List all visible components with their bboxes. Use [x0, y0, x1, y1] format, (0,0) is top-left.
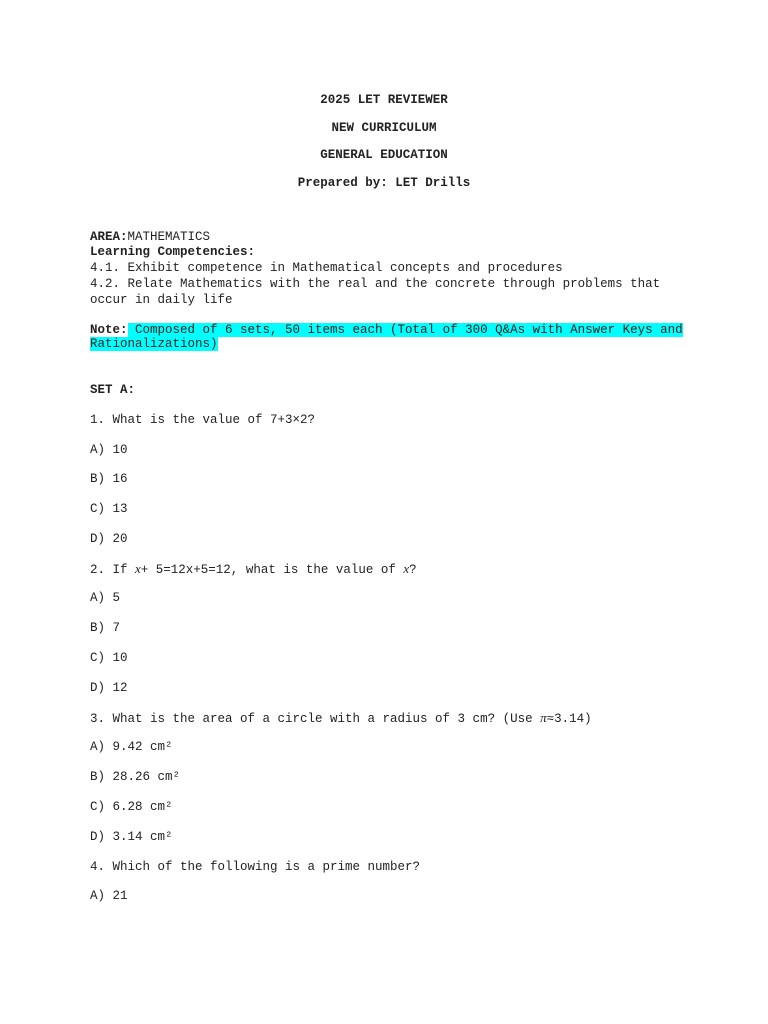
variable-x: x — [403, 561, 410, 576]
question-choice: C) 6.28 cm² — [90, 800, 173, 814]
question-prompt: 4. Which of the following is a prime number? — [90, 860, 421, 874]
prepared-by: Prepared by: LET Drills — [297, 176, 471, 190]
note-line-2 — [90, 337, 690, 351]
area-line — [90, 229, 690, 245]
competency-item: 4.1. Exhibit competence in Mathematical concepts and procedures — [90, 261, 563, 275]
document-subtitle: NEW CURRICULUM — [331, 121, 437, 135]
document-title: 2025 LET REVIEWER — [320, 93, 448, 107]
question-prompt: 3. What is the area of a circle with a radius of 3 cm? (Use π≈3.14) — [90, 710, 592, 726]
question-choice: A) 21 — [90, 889, 128, 903]
question-choice: A) 10 — [90, 443, 128, 457]
question-choice: B) 16 — [90, 472, 128, 486]
question-choice: B) 7 — [90, 621, 121, 635]
competency-item: occur in daily life — [90, 293, 233, 307]
area-label: AREA: — [90, 230, 128, 244]
question-choice: C) 13 — [90, 502, 128, 516]
question-choice: C) 10 — [90, 651, 128, 665]
question-choice: D) 12 — [90, 681, 128, 695]
question-choice: D) 3.14 cm² — [90, 830, 173, 844]
question-choice: A) 5 — [90, 591, 121, 605]
competencies-heading: Learning Competencies: — [90, 245, 256, 259]
area-value: MATHEMATICS — [127, 230, 211, 244]
document-section: GENERAL EDUCATION — [320, 148, 448, 162]
question-choice: B) 28.26 cm² — [90, 770, 181, 784]
competency-item: 4.2. Relate Mathematics with the real and the concrete through problems that — [90, 277, 661, 291]
note-label: Note: — [90, 323, 128, 337]
question-choice: D) 20 — [90, 532, 128, 546]
note-highlight-1: Composed of 6 sets, 50 items each (Total of 300 Q&As with Answer Keys and — [127, 323, 683, 337]
note-line-1 — [90, 323, 690, 337]
pi-symbol: π — [540, 710, 547, 725]
variable-x: x — [135, 561, 141, 576]
note-highlight-2: Rationalizations) — [90, 337, 218, 351]
set-title: SET A: — [90, 383, 136, 397]
question-prompt: 2. If x+ 5=12x+5=12, what is the value of x? — [90, 561, 417, 577]
question-prompt: 1. What is the value of 7+3×2? — [90, 413, 316, 427]
question-choice: A) 9.42 cm² — [90, 740, 173, 754]
